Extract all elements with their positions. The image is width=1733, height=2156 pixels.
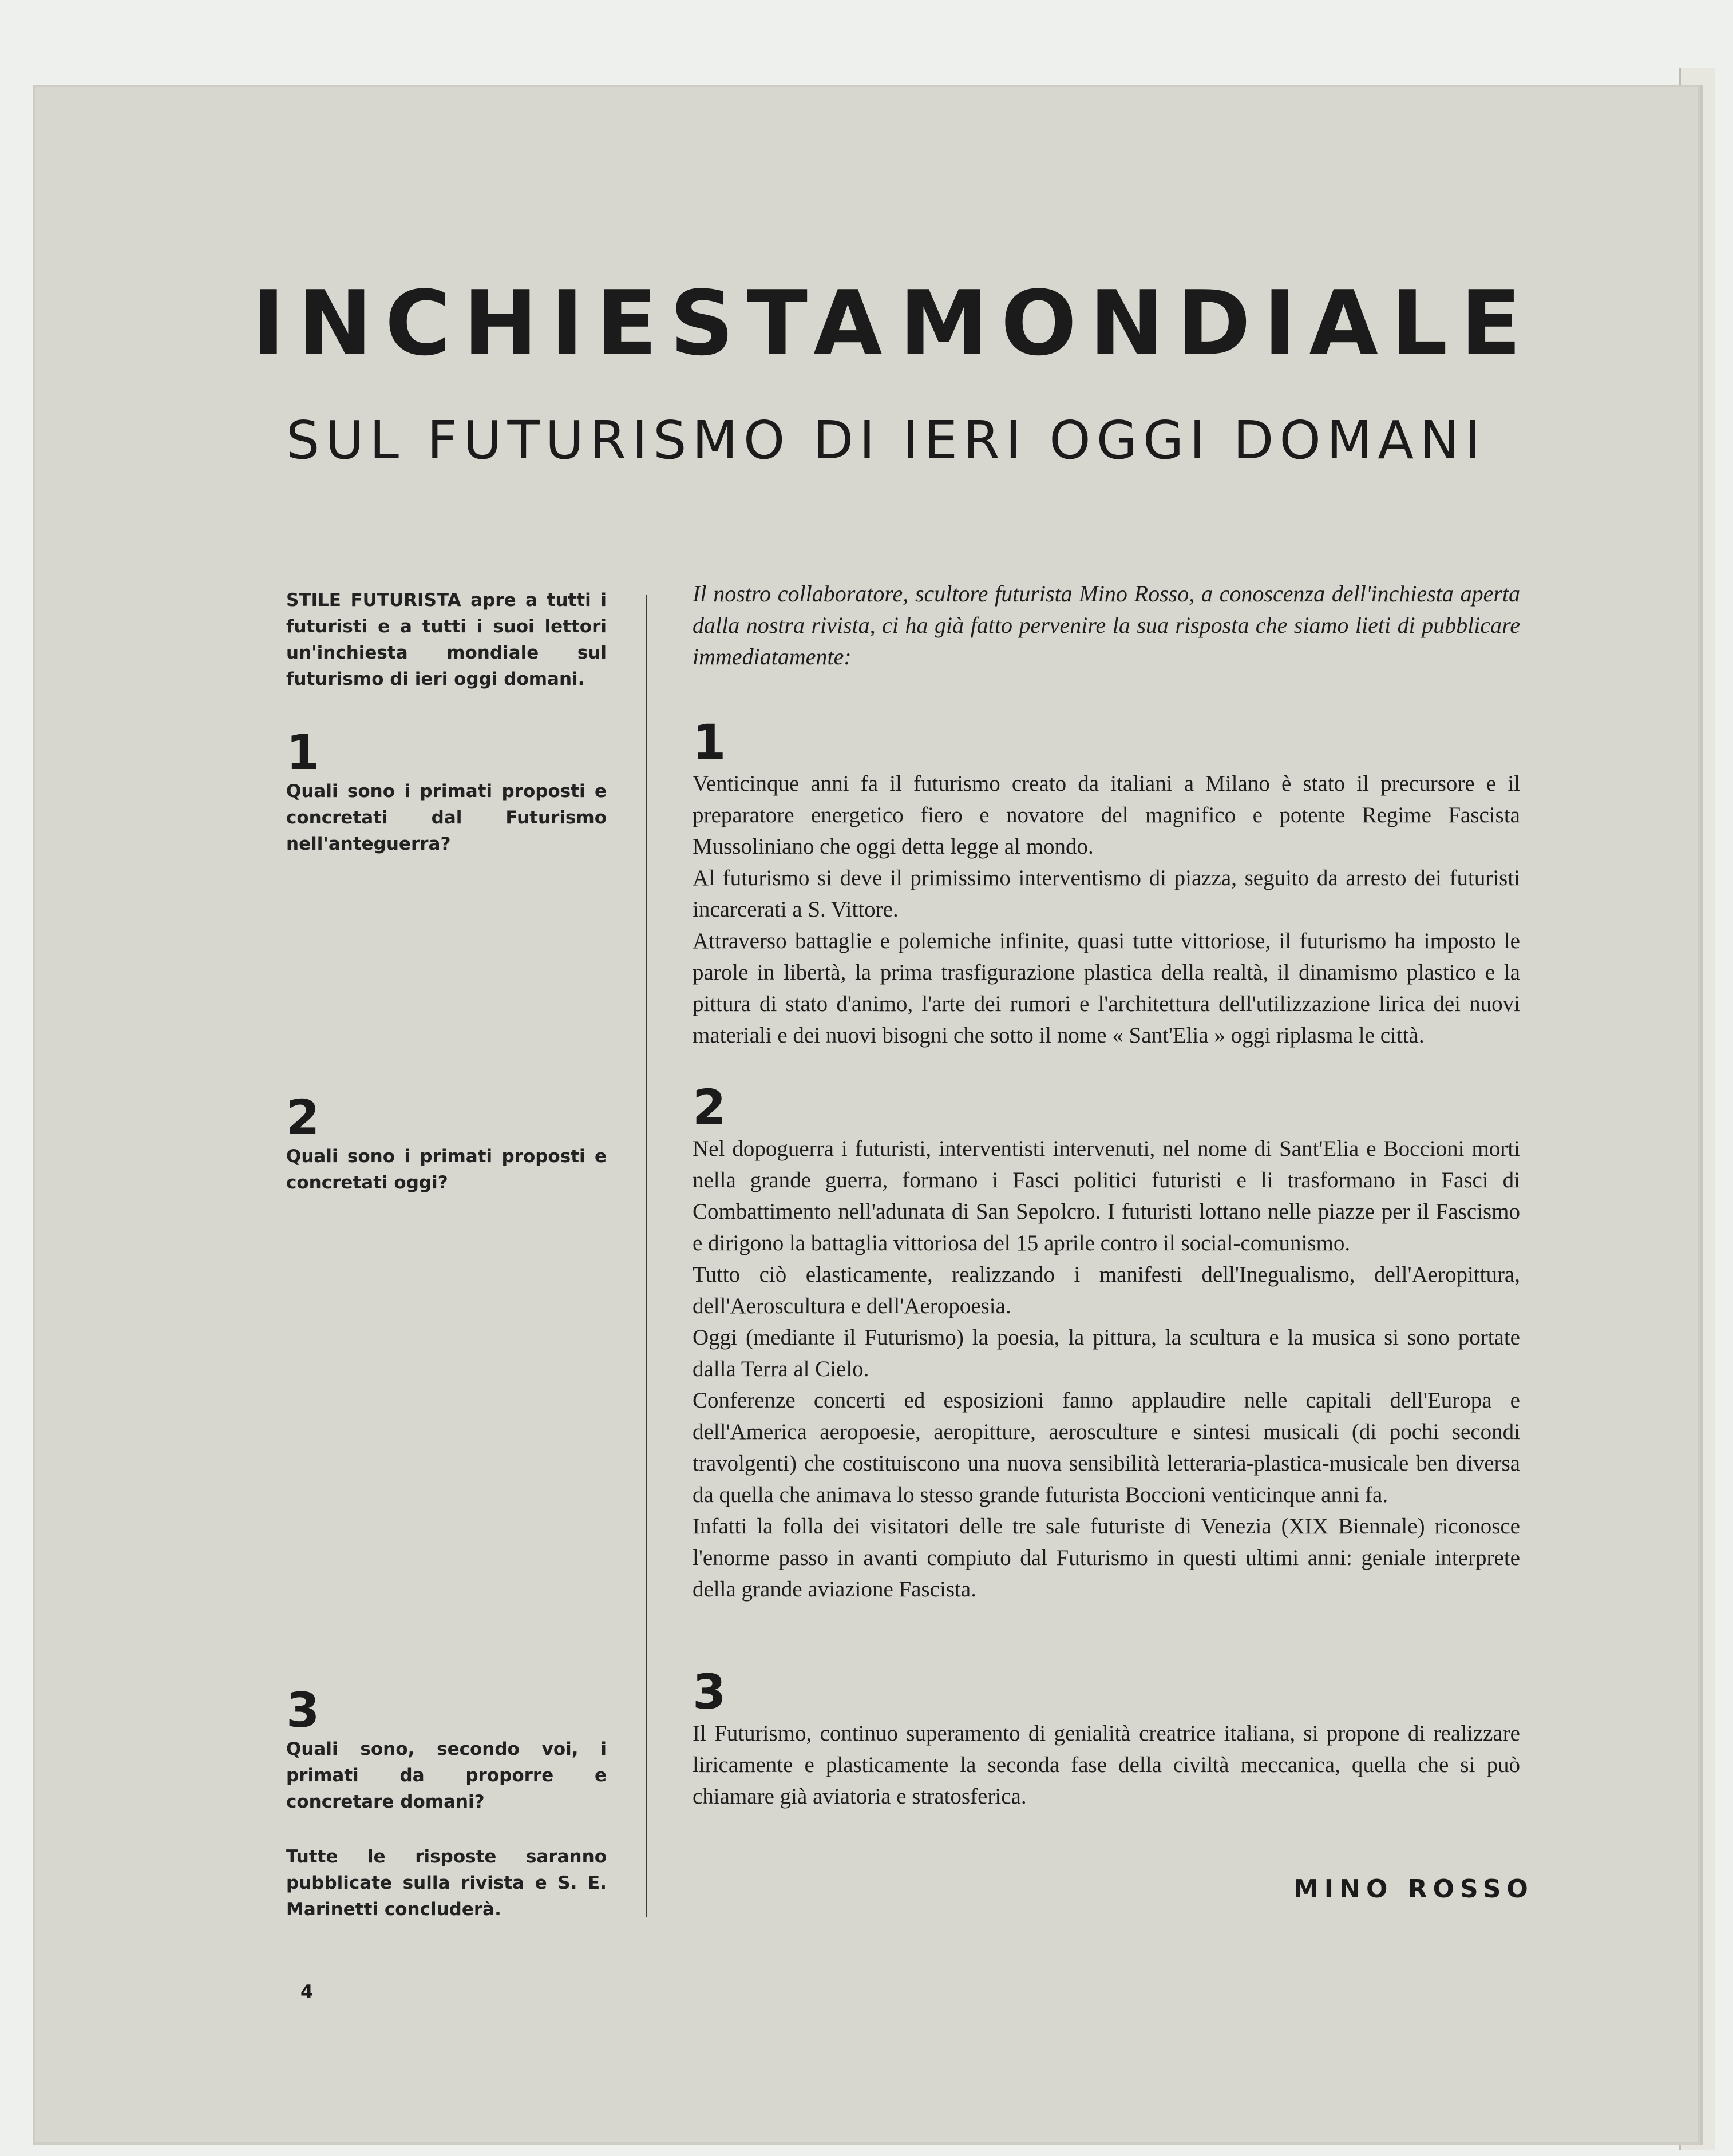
title-word: INCHIESTA bbox=[252, 271, 895, 375]
answer-paragraph: Venticinque anni fa il futurismo creato da italiani a Milano è stato il precursore e il preparatore energetico fiero e novatore del magnifico e potente Regime Fascista Mussoliniano che oggi detta legge al mondo. bbox=[693, 771, 1520, 859]
column-divider bbox=[646, 595, 647, 1917]
answer-2 bbox=[693, 1081, 1520, 1605]
question-text: Quali sono, secondo voi, i primati da proporre e concretare domani? bbox=[286, 1739, 607, 1812]
answer-number: 2 bbox=[693, 1079, 726, 1135]
author-signature: MINO ROSSO bbox=[1293, 1874, 1534, 1904]
page-title bbox=[252, 269, 1534, 378]
question-number: 3 bbox=[286, 1682, 320, 1738]
answer-paragraph: Tutto ciò elasticamente, realizzando i manifesti dell'Inegualismo, dell'Aeropittura, dell'Aeroscultura e dell'Aeropoesia. bbox=[693, 1262, 1520, 1318]
question-number: 2 bbox=[286, 1089, 320, 1146]
answer-paragraph: Infatti la folla dei visitatori delle tre sale futuriste di Venezia (XIX Biennale) riconosce l'enorme passo in avanti compiuto dal Futurismo in questi ultimi anni: geniale interprete della grande aviazione Fascista. bbox=[693, 1514, 1520, 1602]
answer-3 bbox=[693, 1666, 1520, 1812]
page-number: 4 bbox=[300, 1981, 314, 2003]
title-word: MONDIALE bbox=[899, 271, 1534, 375]
question-number: 1 bbox=[286, 724, 320, 780]
question-1 bbox=[286, 724, 607, 857]
answer-paragraph: Attraverso battaglie e polemiche infinite, quasi tutte vittoriose, il futurismo ha imposto le parole in libertà, la prima trasfigurazione plastica della realtà, il dinamismo plastico e la pittura di stato d'animo, l'arte dei rumori e l'architettura dell'utilizzazione lirica dei nuovi materiali e dei nuovi bisogni che sotto il nome « Sant'Elia » oggi riplasma le città. bbox=[693, 929, 1520, 1048]
answer-paragraph: Conferenze concerti ed esposizioni fanno applaudire nelle capitali dell'Europa e dell'America aeropoesie, aeropitture, aerosculture e sintesi musicali (di pochi secondi travolgenti) che costituiscono una nuova sensibilità letteraria-plastica-musicale ben diversa da quella che animava lo stesso grande futurista Boccioni venticinque anni fa. bbox=[693, 1388, 1520, 1507]
inquiry-closing: Tutte le risposte saranno pubblicate sulla rivista e S. E. Marinetti concluderà. bbox=[286, 1846, 607, 1920]
answer-number: 1 bbox=[693, 714, 726, 770]
question-3 bbox=[286, 1682, 607, 1815]
inquiry-intro: STILE FUTURISTA apre a tutti i futuristi e a tutti i suoi lettori un'inchiesta mondiale sul futurismo di ieri oggi domani. bbox=[286, 590, 607, 689]
answer-number: 3 bbox=[693, 1664, 726, 1720]
answer-paragraph: Oggi (mediante il Futurismo) la poesia, la pittura, la scultura e la musica si sono portate dalla Terra al Cielo. bbox=[693, 1325, 1520, 1381]
page-subtitle: SUL FUTURISMO DI IERI OGGI DOMANI bbox=[286, 410, 1486, 471]
question-2 bbox=[286, 1089, 607, 1196]
question-text: Quali sono i primati proposti e concretati oggi? bbox=[286, 1146, 607, 1193]
answer-paragraph: Nel dopoguerra i futuristi, interventisti intervenuti, nel nome di Sant'Elia e Boccioni morti nella grande guerra, formano i Fasci politici futuristi e li trasformano in Fasci di Combattimento nell'adunata di San Sepolcro. I futuristi lottano nelle piazze per il Fascismo e dirigono la battaglia vittoriosa del 15 aprile contro il social-comunismo. bbox=[693, 1136, 1520, 1255]
article-intro: Il nostro collaboratore, scultore futurista Mino Rosso, a conoscenza dell'inchiesta aperta dalla nostra rivista, ci ha già fatto pervenire la sua risposta che siamo lieti di pubblicare immediatamente: bbox=[693, 581, 1520, 669]
question-text: Quali sono i primati proposti e concretati dal Futurismo nell'anteguerra? bbox=[286, 781, 607, 854]
answer-1 bbox=[693, 716, 1520, 1051]
answer-paragraph: Al futurismo si deve il primissimo interventismo di piazza, seguito da arresto dei futuristi incarcerati a S. Vittore. bbox=[693, 866, 1520, 922]
answer-paragraph: Il Futurismo, continuo superamento di genialità creatrice italiana, si propone di realizzare liricamente e plasticamente la seconda fase della civiltà meccanica, quella che si può chiamare già aviatoria e stratosferica. bbox=[693, 1721, 1520, 1809]
